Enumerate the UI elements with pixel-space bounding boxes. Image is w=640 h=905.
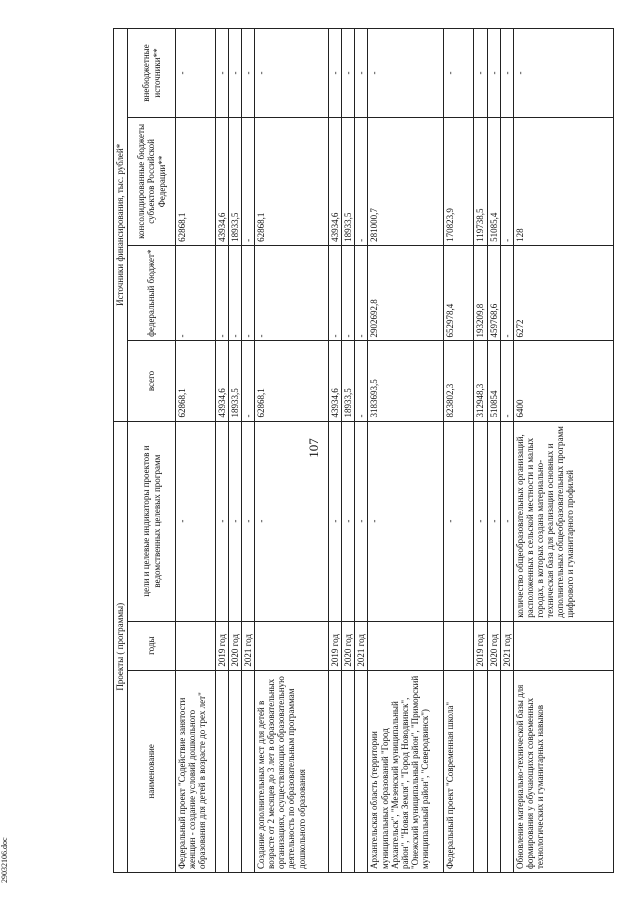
rotated-table-wrapper [113, 28, 576, 873]
table-row [216, 29, 229, 873]
cell-goal: - [500, 421, 513, 621]
cell-year: 2021 год [355, 621, 368, 670]
cell-regional: 18933,5 [229, 117, 242, 245]
cell-extra: - [329, 29, 342, 118]
cell-federal: - [216, 245, 229, 341]
cell-name: Федеральный проект "Содействие занятости женщин - создание условий дошкольного образования для детей в возрасте до трех лет" [176, 670, 216, 872]
header-extra: внебюджетные источники** [128, 29, 176, 118]
cell-extra: - [255, 29, 329, 118]
cell-goal: - [229, 421, 242, 621]
cell-federal: - [355, 245, 368, 341]
cell-name [355, 670, 368, 872]
cell-total: 18933,5 [342, 341, 355, 421]
cell-total: - [242, 341, 255, 421]
cell-regional: 51085,4 [487, 117, 500, 245]
cell-year: 2020 год [229, 621, 242, 670]
cell-federal: - [255, 245, 329, 341]
cell-federal: - [342, 245, 355, 341]
cell-year: 2021 год [242, 621, 255, 670]
cell-goal: - [329, 421, 342, 621]
table-row [229, 29, 242, 873]
cell-goal: - [342, 421, 355, 621]
cell-goal: - [444, 421, 474, 621]
cell-name [487, 670, 500, 872]
cell-regional: 281000,7 [368, 117, 444, 245]
footer-doc-code: 29032106.doc [0, 837, 9, 883]
cell-name [342, 670, 355, 872]
cell-year: 2019 год [474, 621, 487, 670]
table-row [474, 29, 487, 873]
cell-goal: - [242, 421, 255, 621]
cell-name: Архангельская область (территории муниципальных образований "Город Архангельск", "Мезенский муниципальный район", "Новая Земля", "Город Новодвинск", "Онежский муниципальный район", "Приморский муниципальный район", "Северодвинск") [368, 670, 444, 872]
cell-total: 18933,5 [229, 341, 242, 421]
table-row [255, 29, 329, 873]
cell-name [500, 670, 513, 872]
table-body [176, 29, 614, 873]
cell-extra: - [242, 29, 255, 118]
cell-extra: - [474, 29, 487, 118]
cell-extra: - [176, 29, 216, 118]
cell-year [176, 621, 216, 670]
header-projects-group: Проекты ( программы) [114, 421, 128, 872]
cell-name: Обновление материально-технической базы для формирования у обучающихся современных технологических и гуманитарных навыков [513, 670, 613, 872]
header-years: годы [128, 621, 176, 670]
cell-extra: - [500, 29, 513, 118]
cell-total: 823802,3 [444, 341, 474, 421]
table-row [176, 29, 216, 873]
cell-total: - [500, 341, 513, 421]
cell-federal: - [242, 245, 255, 341]
cell-year: 2019 год [329, 621, 342, 670]
cell-regional: 43934,6 [216, 117, 229, 245]
cell-year [368, 621, 444, 670]
header-goals: цели и целевые индикаторы проектов и ведомственных целевых программ [128, 421, 176, 621]
page-number: 107 [305, 438, 321, 458]
table-row [342, 29, 355, 873]
cell-extra: - [513, 29, 613, 118]
cell-federal: 2902692,8 [368, 245, 444, 341]
cell-name [216, 670, 229, 872]
header-funding-group: Источники финансирования, тыс. рублей* [114, 29, 128, 422]
cell-extra: - [216, 29, 229, 118]
cell-goal: - [487, 421, 500, 621]
cell-regional: 43934,6 [329, 117, 342, 245]
cell-federal: - [329, 245, 342, 341]
cell-year [444, 621, 474, 670]
table-row [329, 29, 342, 873]
cell-regional: 18933,5 [342, 117, 355, 245]
cell-extra: - [229, 29, 242, 118]
cell-regional: - [242, 117, 255, 245]
header-regional: консолидированные бюджеты субъектов Российской Федерации** [128, 117, 176, 245]
cell-total: 510854 [487, 341, 500, 421]
cell-federal: 6272 [513, 245, 613, 341]
cell-total: 6400 [513, 341, 613, 421]
cell-federal: - [500, 245, 513, 341]
cell-total: - [355, 341, 368, 421]
table-row [500, 29, 513, 873]
cell-regional: 128 [513, 117, 613, 245]
cell-total: 3183693,5 [368, 341, 444, 421]
cell-goal: - [474, 421, 487, 621]
cell-name: Создание дополнительных мест для детей в возрасте от 2 месяцев до 3 лет в образовательных организациях, осуществляющих образовательную деятельность по образовательным программам дошкольного образования [255, 670, 329, 872]
cell-year: 2020 год [487, 621, 500, 670]
header-total: всего [128, 341, 176, 421]
cell-regional: - [355, 117, 368, 245]
cell-extra: - [444, 29, 474, 118]
cell-extra: - [355, 29, 368, 118]
header-name: наименование [128, 670, 176, 872]
cell-name [474, 670, 487, 872]
table-row [242, 29, 255, 873]
cell-goal: - [255, 421, 329, 621]
cell-goal: - [355, 421, 368, 621]
cell-name [242, 670, 255, 872]
cell-goal: - [368, 421, 444, 621]
cell-goal: - [216, 421, 229, 621]
cell-federal: - [229, 245, 242, 341]
cell-year: 2019 год [216, 621, 229, 670]
funding-table [113, 28, 614, 873]
cell-total: 312948,3 [474, 341, 487, 421]
table-row [513, 29, 613, 873]
cell-regional: - [500, 117, 513, 245]
cell-total: 62868,1 [176, 341, 216, 421]
cell-extra: - [368, 29, 444, 118]
table-row [355, 29, 368, 873]
cell-federal: 459768,6 [487, 245, 500, 341]
cell-federal: 652978,4 [444, 245, 474, 341]
cell-year [255, 621, 329, 670]
cell-regional: 62868,1 [255, 117, 329, 245]
cell-extra: - [487, 29, 500, 118]
cell-federal: - [176, 245, 216, 341]
cell-regional: 62868,1 [176, 117, 216, 245]
cell-year: 2021 год [500, 621, 513, 670]
table-row [444, 29, 474, 873]
cell-year: 2020 год [342, 621, 355, 670]
cell-name: Федеральный проект "Современная школа" [444, 670, 474, 872]
cell-total: 43934,6 [216, 341, 229, 421]
cell-total: 43934,6 [329, 341, 342, 421]
table-row [368, 29, 444, 873]
cell-name [229, 670, 242, 872]
header-federal: федеральный бюджет* [128, 245, 176, 341]
cell-goal: - [176, 421, 216, 621]
cell-regional: 119738,5 [474, 117, 487, 245]
cell-regional: 170823,9 [444, 117, 474, 245]
cell-goal: количество общеобразовательных организаций, расположенных в сельской местности и малых городах, в которых создана материально-техническая база для реализации основных и дополнительных общеобразовательных программ цифрового и гуманитарного профилей [513, 421, 613, 621]
cell-federal: 193209,8 [474, 245, 487, 341]
table-row [487, 29, 500, 873]
cell-extra: - [342, 29, 355, 118]
cell-year [513, 621, 613, 670]
cell-total: 62868,1 [255, 341, 329, 421]
cell-name [329, 670, 342, 872]
